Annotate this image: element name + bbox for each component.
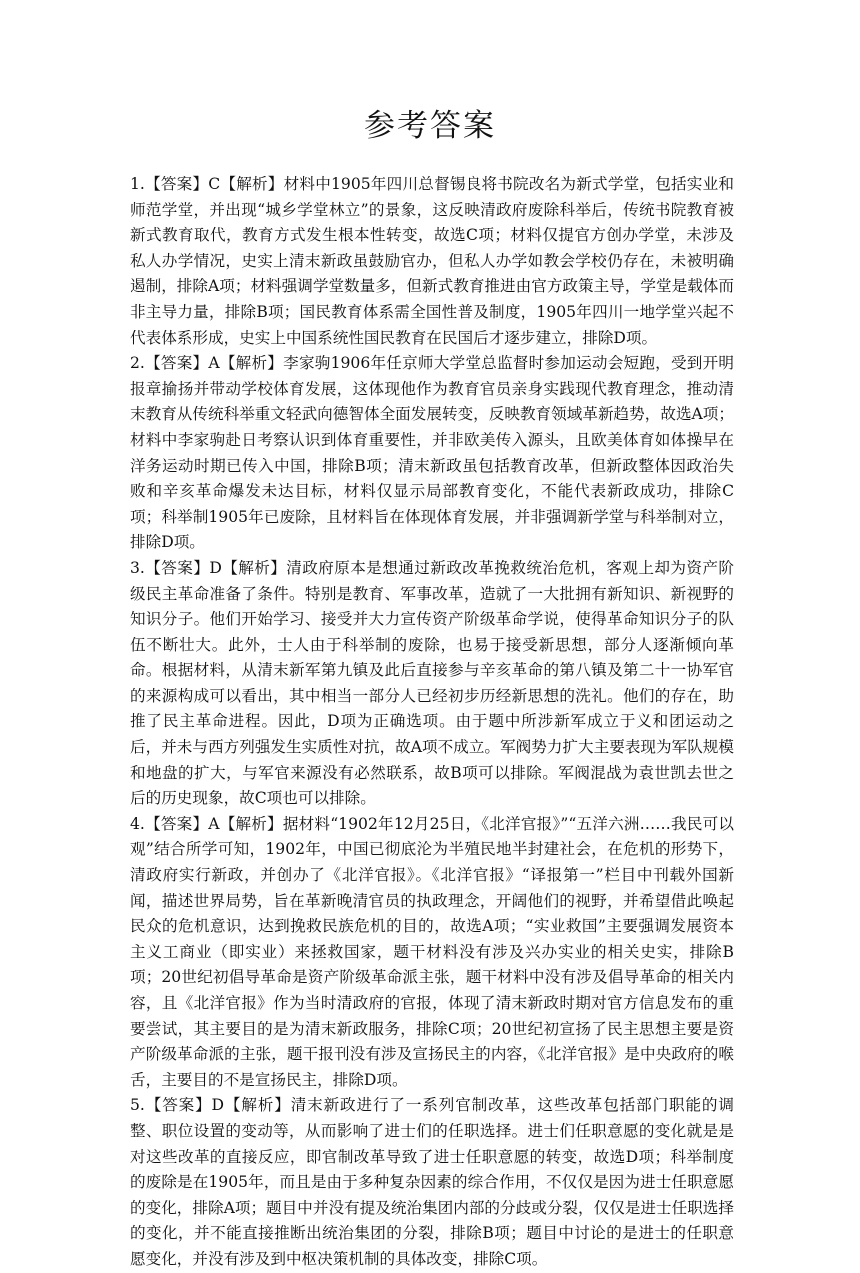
analysis-text: 清末新政进行了一系列官制改革，这些改革包括部门职能的调整、职位设置的变动等，从而影响了进士们的任职选择。进士们任职意愿的变化就是是对这些改革的直接反应，即官制改革导致了进士任职意愿的转变，故选D项；科举制度的废除是在1905年，而且是由于多种复杂因素的综合作用，不仅仅是因为进士任职意愿的变化，排除A项；题目中并没有提及统治集团内部的分歧或分裂，仅仅是进士任职选择的变化，并不能直接推断出统治集团的分裂，排除B项；题目中讨论的是进士的任职意愿变化，并没有涉及到中枢决策机制的具体改变，排除C项。 (130, 1096, 734, 1268)
answer-number: 1. (130, 175, 145, 193)
answer-item-2 (130, 351, 734, 556)
answer-tag: 【答案】D (144, 558, 222, 577)
answer-tag: 【答案】A (144, 814, 220, 833)
answer-item-3 (130, 556, 734, 812)
page-title: 参考答案 (364, 108, 496, 144)
answer-tag: 【答案】D (144, 1096, 225, 1115)
answer-item-5 (130, 1093, 734, 1272)
answer-number: 2. (130, 354, 145, 373)
answer-list (130, 172, 734, 1273)
answer-number: 4. (130, 814, 145, 833)
answer-tag: 【答案】C (144, 175, 221, 193)
answer-number: 5. (130, 1096, 145, 1115)
analysis-tag: 【解析】 (224, 1096, 291, 1115)
analysis-text: 李家驹1906年任京师大学堂总监督时参加运动会短跑，受到开明报章揄扬并带动学校体育发展，这体现他作为教育官员亲身实践现代教育理念，推动清末教育从传统科举重文轻武向德智体全面发展转变，反映教育领域革新趋势，故选A项；材料中李家驹赴日考察认识到体育重要性，并非欧美传入源头，且欧美体育如体操早在洋务运动时期已传入中国，排除B项；清末新政虽包括教育改革，但新政整体因政治失败和辛亥革命爆发未达目标，材料仅显示局部教育变化，不能代表新政成功，排除C项；科举制1905年已废除，且材料旨在体现体育发展，并非强调新学堂与科举制对立，排除D项。 (130, 354, 734, 552)
analysis-tag: 【解析】 (219, 814, 283, 833)
answer-item-4 (130, 812, 734, 1094)
answer-number: 3. (130, 558, 145, 577)
answer-item-1 (130, 172, 734, 351)
analysis-text: 材料中1905年四川总督锡良将书院改名为新式学堂，包括实业和师范学堂，并出现“城乡学堂林立”的景象，这反映清政府废除科举后，传统书院教育被新式教育取代，教育方式发生根本性转变，故选C项；材料仅提官方创办学堂，未涉及私人办学情况，史实上清末新政虽鼓励官办，但私人办学如教会学校仍存在，未被明确遏制，排除A项；材料强调学堂数量多，但新式教育推进由官方政策主导，学堂是载体而非主导力量，排除B项；国民教育体系需全国性普及制度，1905年四川一地学堂兴起不代表体系形成，史实上中国系统性国民教育在民国后才逐步建立，排除D项。 (130, 175, 734, 347)
analysis-tag: 【解析】 (219, 354, 284, 373)
answer-tag: 【答案】A (144, 354, 220, 373)
analysis-tag: 【解析】 (221, 558, 287, 577)
analysis-text: 清政府原本是想通过新政改革挽救统治危机，客观上却为资产阶级民主革命准备了条件。特别是教育、军事改革，造就了一大批拥有新知识、新视野的知识分子。他们开始学习、接受并大力宣传资产阶级革命学说，使得革命知识分子的队伍不断壮大。此外，士人由于科举制的废除，也易于接受新思想，部分人逐渐倾向革命。根据材料，从清末新军第九镇及此后直接参与辛亥革命的第八镇及第二十一协军官的来源构成可以看出，其中相当一部分人已经初步历经新思想的洗礼。他们的存在，助推了民主革命进程。因此，D项为正确选项。由于题中所涉新军成立于义和团运动之后，并未与西方列强发生实质性对抗，故A项不成立。军阀势力扩大主要表现为军队规模和地盘的扩大，与军官来源没有必然联系，故B项可以排除。军阀混战为袁世凯去世之后的历史现象，故C项也可以排除。 (130, 558, 734, 808)
analysis-tag: 【解析】 (220, 175, 284, 193)
analysis-text: 据材料“1902年12月25日，《北洋官报》”“五洋六洲……我民可以观”结合所学可知，1902年，中国已彻底沦为半殖民地半封建社会，在危机的形势下，清政府实行新政，并创办了《北洋官报》。《北洋官报》“译报第一”栏目中刊载外国新闻，描述世界局势，旨在革新晚清官员的执政理念，开阔他们的视野，并希望借此唤起民众的危机意识，达到挽救民族危机的目的，故选A项；“实业救国”主要强调发展资本主义工商业（即实业）来拯救国家，题干材料没有涉及兴办实业的相关史实，排除B项；20世纪初倡导革命是资产阶级革命派主张，题干材料中没有涉及倡导革命的相关内容，且《北洋官报》作为当时清政府的官报，体现了清末新政时期对官方信息发布的重要尝试，其主要目的是为清末新政服务，排除C项；20世纪初宣扬了民主思想主要是资产阶级革命派的主张，题干报刊没有涉及宣扬民主的内容，《北洋官报》是中央政府的喉舌，主要目的不是宣扬民主，排除D项。 (130, 814, 734, 1089)
